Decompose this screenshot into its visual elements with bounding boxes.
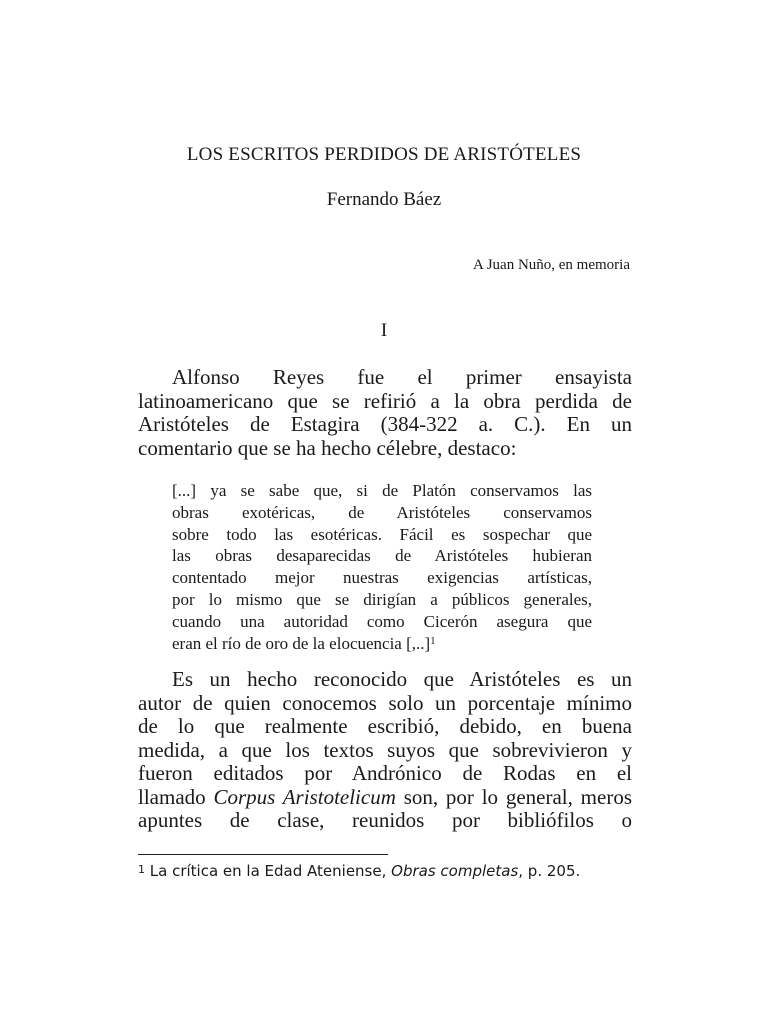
quote-line: [...] ya se sabe que, si de Platón conservamos las <box>172 481 592 500</box>
author-name: Fernando Báez <box>326 189 442 210</box>
quote-line: contentado mejor nuestras exigencias artísticas, <box>172 568 592 588</box>
quote-line: obras exotéricas, de Aristóteles conservamos <box>172 502 592 522</box>
paragraph-line: comentario que se ha hecho célebre, destaco: <box>138 435 517 460</box>
block-quote <box>172 480 592 654</box>
paragraph-line: Aristóteles de Estagira (384-322 a. C.). En un <box>138 412 632 436</box>
dedication: A Juan Nuño, en memoria <box>472 257 630 273</box>
paragraph-line: latinoamericano que se refirió a la obra perdida de <box>138 388 632 413</box>
footnote-italic: Obras completas <box>391 862 519 880</box>
quote-line: por lo mismo que se dirigían a públicos generales, <box>172 589 592 609</box>
document-title: LOS ESCRITOS PERDIDOS DE ARISTÓTELES <box>186 144 582 165</box>
paragraph-intro <box>138 366 632 460</box>
paragraph-line-with-italic <box>138 786 632 810</box>
quote-line: sobre todo las esotéricas. Fácil es sospechar que <box>172 524 592 544</box>
footnote-text: , p. 205. <box>518 862 581 880</box>
footnote-mark: 1 <box>138 863 145 876</box>
paragraph-line: Alfonso Reyes fue el primer ensayista <box>172 365 632 389</box>
footnote-text: La crítica en la Edad Ateniense, <box>145 862 392 880</box>
footnote-divider <box>138 854 388 855</box>
paragraph-line: autor de quien conocemos solo un porcentaje mínimo <box>138 690 632 715</box>
quote-line-last <box>172 633 592 655</box>
footnote-reference[interactable]: 1 <box>430 634 436 647</box>
section-number: I <box>380 320 388 341</box>
paragraph-line: apuntes de clase, reunidos por bibliófilos o <box>138 808 632 832</box>
paragraph-line: de lo que realmente escribió, debido, en buena <box>138 714 632 738</box>
line-text: son, por lo general, meros <box>395 784 632 809</box>
paragraph-line: Es un hecho reconocido que Aristóteles es un <box>172 667 632 691</box>
quote-line: las obras desaparecidas de Aristóteles hubieran <box>172 546 592 566</box>
paragraph-line: fueron editados por Andrónico de Rodas en el <box>138 761 632 785</box>
line-text: llamado <box>138 784 214 809</box>
quote-line: cuando una autoridad como Cicerón asegura que <box>172 611 592 631</box>
paragraph-line: medida, a que los textos suyos que sobrevivieron y <box>138 737 632 762</box>
italic-title: Corpus Aristotelicum <box>213 784 396 809</box>
quote-line-text: eran el río de oro de la elocuencia [,..] <box>172 633 431 653</box>
footnote <box>138 862 580 880</box>
paragraph-body <box>138 668 632 833</box>
